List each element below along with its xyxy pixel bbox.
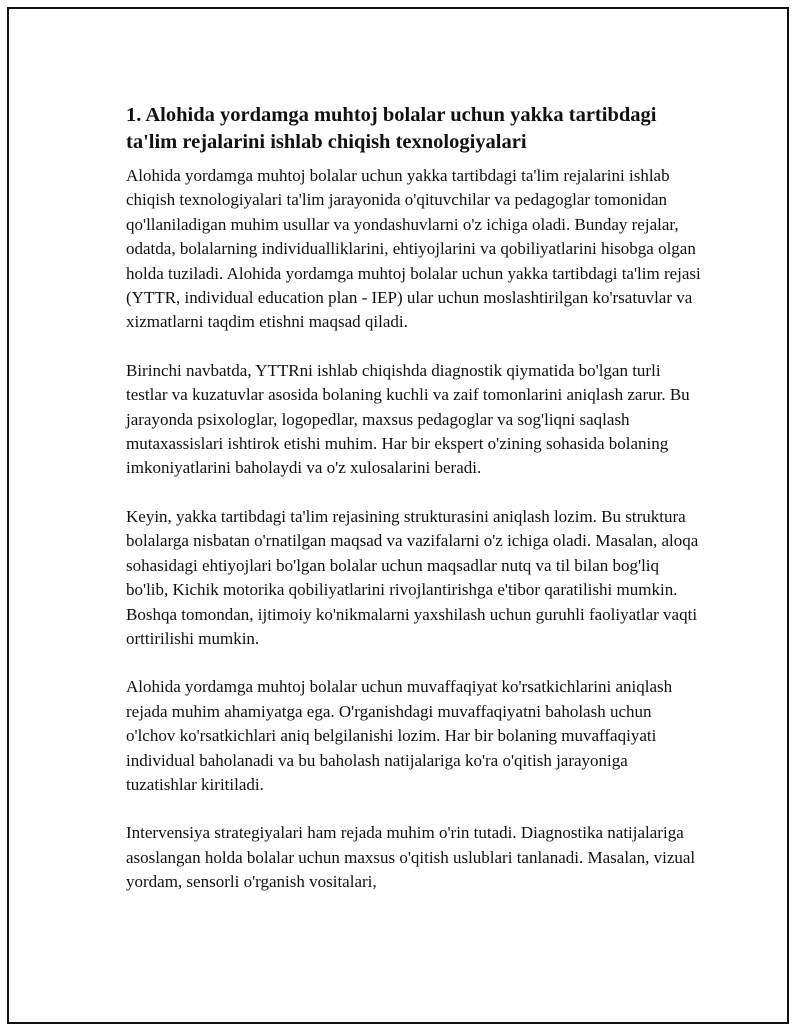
document-title: 1. Alohida yordamga muhtoj bolalar uchun yakka tartibdagi ta'lim rejalarini ishlab chiqish texnologiyalari	[126, 104, 657, 153]
paragraph-3: Keyin, yakka tartibdagi ta'lim rejasining strukturasini aniqlash lozim. Bu struktura bolalarga nisbatan o'rnatilgan maqsad va vazifalarni o'z ichiga oladi. Masalan, aloqa sohasidagi ehtiyojlari bo'lgan bolalar uchun maqsadlar nutq va til bilan bog'liq bo'lib, Kichik motorika qobiliyatlarini rivojlantirishga e'tibor qaratilishi mumkin. Boshqa tomondan, ijtimoiy ko'nikmalarni yaxshilash uchun guruhli faoliyatlar vaqti orttirilishi mumkin.	[126, 506, 699, 648]
paragraph-2: Birinchi navbatda, YTTRni ishlab chiqishda diagnostik qiymatida bo'lgan turli testlar va kuzatuvlar asosida bolaning kuchli va zaif tomonlarini aniqlash zarur. Bu jarayonda psixologlar, logopedlar, maxsus pedagoglar va sog'liqni saqlash mutaxassislari ishtirok etishi muhim. Har bir ekspert o'zining sohasida bolaning imkoniyatlarini baholaydi va o'z xulosalarini beradi.	[126, 360, 690, 478]
paragraph-1: Alohida yordamga muhtoj bolalar uchun yakka tartibdagi ta'lim rejalarini ishlab chiqish texnologiyalari ta'lim jarayonida o'qituvchilar va pedagoglar tomonidan qo'llaniladigan muhim usullar va yondashuvlarni o'z ichiga oladi. Bunday rejalar, odatda, bolalarning individualliklarini, ehtiyojlarini va qobiliyatlarini hisobga olgan holda tuziladi. Alohida yordamga muhtoj bolalar uchun yakka tartibdagi ta'lim rejasi (YTTR, individual education plan - IEP) ular uchun moslashtirilgan ko'rsatuvlar va xizmatlarni taqdim etishni maqsad qiladi.	[126, 166, 701, 332]
document-body	[126, 102, 701, 919]
paragraph-4: Alohida yordamga muhtoj bolalar uchun muvaffaqiyat ko'rsatkichlarini aniqlash rejada muhim ahamiyatga ega. O'rganishdagi muvaffaqiyatni baholash uchun o'lchov ko'rsatkichlari aniq belgilanishi lozim. Har bir bolaning muvaffaqiyati individual baholanadi va bu baholash natijalariga ko'ra o'qitish jarayoniga tuzatishlar kiritiladi.	[126, 677, 673, 794]
paragraph-5: Intervensiya strategiyalari ham rejada muhim o'rin tutadi. Diagnostika natijalariga asoslangan holda bolalar uchun maxsus o'qitish uslublari tanlanadi. Masalan, vizual yordam, sensorli o'rganish vositalari,	[126, 823, 696, 892]
document-page	[7, 7, 789, 1024]
